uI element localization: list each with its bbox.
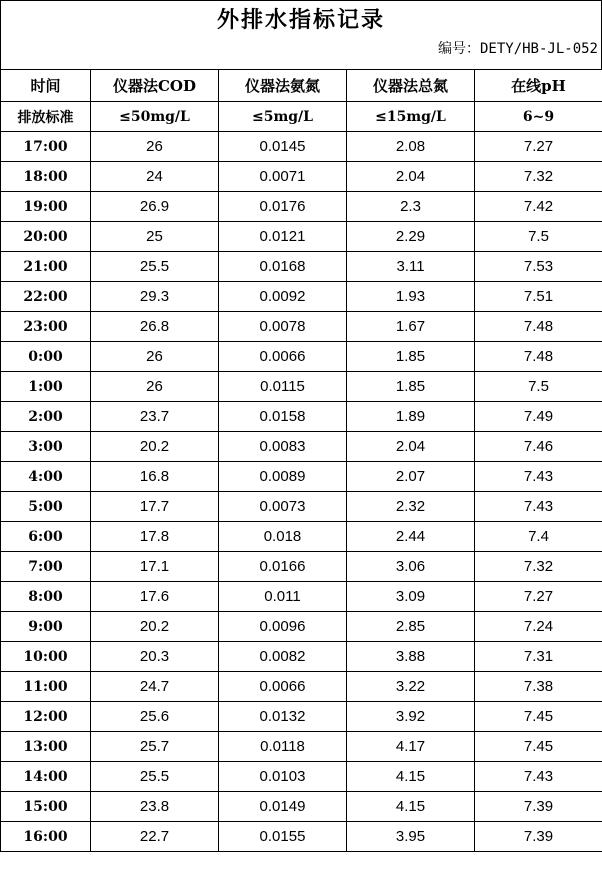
cell-ph: 7.43 xyxy=(475,492,602,522)
cell-ph: 7.43 xyxy=(475,762,602,792)
table-row xyxy=(1,492,602,522)
cell-time: 19:00 xyxy=(1,192,91,222)
standard-cod: ≤50mg/L xyxy=(91,102,219,132)
cell-total-nitrogen: 1.93 xyxy=(347,282,475,312)
cell-ph: 7.46 xyxy=(475,432,602,462)
header-time: 时间 xyxy=(1,70,91,102)
cell-time: 23:00 xyxy=(1,312,91,342)
cell-ph: 7.31 xyxy=(475,642,602,672)
table-row xyxy=(1,582,602,612)
table-row xyxy=(1,822,602,852)
cell-time: 10:00 xyxy=(1,642,91,672)
cell-total-nitrogen: 1.89 xyxy=(347,402,475,432)
cell-ph: 7.45 xyxy=(475,702,602,732)
table-row xyxy=(1,192,602,222)
table-row xyxy=(1,552,602,582)
cell-cod: 17.7 xyxy=(91,492,219,522)
cell-ph: 7.49 xyxy=(475,402,602,432)
cell-cod: 25.5 xyxy=(91,762,219,792)
cell-ammonia-nitrogen: 0.0166 xyxy=(219,552,347,582)
cell-total-nitrogen: 4.17 xyxy=(347,732,475,762)
cell-time: 8:00 xyxy=(1,582,91,612)
table-row xyxy=(1,372,602,402)
cell-ammonia-nitrogen: 0.0155 xyxy=(219,822,347,852)
cell-ammonia-nitrogen: 0.0103 xyxy=(219,762,347,792)
cell-total-nitrogen: 3.22 xyxy=(347,672,475,702)
cell-time: 9:00 xyxy=(1,612,91,642)
cell-cod: 20.3 xyxy=(91,642,219,672)
cell-total-nitrogen: 3.92 xyxy=(347,702,475,732)
cell-ammonia-nitrogen: 0.0082 xyxy=(219,642,347,672)
cell-ammonia-nitrogen: 0.0118 xyxy=(219,732,347,762)
cell-time: 14:00 xyxy=(1,762,91,792)
cell-ph: 7.45 xyxy=(475,732,602,762)
cell-ammonia-nitrogen: 0.0071 xyxy=(219,162,347,192)
cell-cod: 24 xyxy=(91,162,219,192)
table-row xyxy=(1,642,602,672)
cell-time: 3:00 xyxy=(1,432,91,462)
cell-time: 4:00 xyxy=(1,462,91,492)
cell-ammonia-nitrogen: 0.0168 xyxy=(219,252,347,282)
cell-ph: 7.48 xyxy=(475,312,602,342)
standard-total-nitrogen: ≤15mg/L xyxy=(347,102,475,132)
cell-ammonia-nitrogen: 0.0149 xyxy=(219,792,347,822)
cell-total-nitrogen: 2.07 xyxy=(347,462,475,492)
cell-cod: 24.7 xyxy=(91,672,219,702)
cell-ammonia-nitrogen: 0.0096 xyxy=(219,612,347,642)
cell-ph: 7.5 xyxy=(475,222,602,252)
cell-ammonia-nitrogen: 0.0145 xyxy=(219,132,347,162)
cell-ammonia-nitrogen: 0.0092 xyxy=(219,282,347,312)
water-index-table xyxy=(0,69,602,852)
cell-total-nitrogen: 2.04 xyxy=(347,162,475,192)
cell-total-nitrogen: 3.95 xyxy=(347,822,475,852)
cell-ammonia-nitrogen: 0.018 xyxy=(219,522,347,552)
table-row xyxy=(1,282,602,312)
cell-total-nitrogen: 3.09 xyxy=(347,582,475,612)
cell-time: 1:00 xyxy=(1,372,91,402)
cell-time: 6:00 xyxy=(1,522,91,552)
cell-ammonia-nitrogen: 0.0115 xyxy=(219,372,347,402)
cell-cod: 25.5 xyxy=(91,252,219,282)
cell-time: 2:00 xyxy=(1,402,91,432)
table-row xyxy=(1,462,602,492)
header-ph: 在线pH xyxy=(475,70,602,102)
cell-ammonia-nitrogen: 0.0121 xyxy=(219,222,347,252)
header-row xyxy=(1,70,602,102)
table-row xyxy=(1,792,602,822)
cell-ph: 7.39 xyxy=(475,792,602,822)
cell-ammonia-nitrogen: 0.0083 xyxy=(219,432,347,462)
cell-ph: 7.42 xyxy=(475,192,602,222)
cell-ph: 7.43 xyxy=(475,462,602,492)
table-row xyxy=(1,522,602,552)
cell-total-nitrogen: 3.06 xyxy=(347,552,475,582)
cell-ammonia-nitrogen: 0.011 xyxy=(219,582,347,612)
cell-ammonia-nitrogen: 0.0066 xyxy=(219,342,347,372)
cell-cod: 17.6 xyxy=(91,582,219,612)
cell-total-nitrogen: 2.04 xyxy=(347,432,475,462)
cell-time: 22:00 xyxy=(1,282,91,312)
cell-cod: 26 xyxy=(91,372,219,402)
cell-ph: 7.4 xyxy=(475,522,602,552)
cell-ammonia-nitrogen: 0.0066 xyxy=(219,672,347,702)
cell-total-nitrogen: 1.85 xyxy=(347,372,475,402)
cell-ph: 7.5 xyxy=(475,372,602,402)
standard-ammonia-nitrogen: ≤5mg/L xyxy=(219,102,347,132)
cell-cod: 22.7 xyxy=(91,822,219,852)
cell-ammonia-nitrogen: 0.0089 xyxy=(219,462,347,492)
table-row xyxy=(1,342,602,372)
cell-total-nitrogen: 2.32 xyxy=(347,492,475,522)
cell-cod: 20.2 xyxy=(91,612,219,642)
cell-ammonia-nitrogen: 0.0073 xyxy=(219,492,347,522)
cell-time: 18:00 xyxy=(1,162,91,192)
table-row xyxy=(1,432,602,462)
cell-ammonia-nitrogen: 0.0078 xyxy=(219,312,347,342)
document-number: 编号：DETY/HB-JL-052 xyxy=(437,41,598,57)
cell-cod: 25.6 xyxy=(91,702,219,732)
cell-time: 0:00 xyxy=(1,342,91,372)
table-row xyxy=(1,312,602,342)
cell-time: 13:00 xyxy=(1,732,91,762)
cell-cod: 26 xyxy=(91,132,219,162)
cell-cod: 23.7 xyxy=(91,402,219,432)
header-ammonia-nitrogen: 仪器法氨氮 xyxy=(219,70,347,102)
cell-cod: 20.2 xyxy=(91,432,219,462)
cell-cod: 26.8 xyxy=(91,312,219,342)
cell-ph: 7.27 xyxy=(475,132,602,162)
table-row xyxy=(1,732,602,762)
header-cod: 仪器法COD xyxy=(91,70,219,102)
cell-ph: 7.24 xyxy=(475,612,602,642)
cell-ph: 7.39 xyxy=(475,822,602,852)
cell-cod: 17.8 xyxy=(91,522,219,552)
cell-cod: 23.8 xyxy=(91,792,219,822)
cell-total-nitrogen: 1.67 xyxy=(347,312,475,342)
cell-time: 20:00 xyxy=(1,222,91,252)
table-row xyxy=(1,402,602,432)
cell-total-nitrogen: 3.88 xyxy=(347,642,475,672)
table-row xyxy=(1,132,602,162)
cell-time: 16:00 xyxy=(1,822,91,852)
table-row xyxy=(1,612,602,642)
cell-ammonia-nitrogen: 0.0132 xyxy=(219,702,347,732)
table-row xyxy=(1,162,602,192)
cell-total-nitrogen: 2.29 xyxy=(347,222,475,252)
table-row xyxy=(1,672,602,702)
cell-time: 12:00 xyxy=(1,702,91,732)
table-row xyxy=(1,762,602,792)
cell-total-nitrogen: 1.85 xyxy=(347,342,475,372)
cell-ph: 7.53 xyxy=(475,252,602,282)
table-row xyxy=(1,252,602,282)
cell-time: 17:00 xyxy=(1,132,91,162)
cell-cod: 16.8 xyxy=(91,462,219,492)
cell-cod: 26.9 xyxy=(91,192,219,222)
cell-time: 5:00 xyxy=(1,492,91,522)
standard-ph: 6~9 xyxy=(475,102,602,132)
cell-total-nitrogen: 2.3 xyxy=(347,192,475,222)
cell-cod: 25 xyxy=(91,222,219,252)
cell-cod: 26 xyxy=(91,342,219,372)
cell-time: 15:00 xyxy=(1,792,91,822)
cell-ph: 7.38 xyxy=(475,672,602,702)
cell-cod: 17.1 xyxy=(91,552,219,582)
cell-total-nitrogen: 4.15 xyxy=(347,762,475,792)
cell-cod: 29.3 xyxy=(91,282,219,312)
table-row xyxy=(1,702,602,732)
cell-total-nitrogen: 2.08 xyxy=(347,132,475,162)
cell-ph: 7.32 xyxy=(475,552,602,582)
cell-time: 21:00 xyxy=(1,252,91,282)
cell-ammonia-nitrogen: 0.0158 xyxy=(219,402,347,432)
cell-total-nitrogen: 3.11 xyxy=(347,252,475,282)
table-row xyxy=(1,222,602,252)
header-total-nitrogen: 仪器法总氮 xyxy=(347,70,475,102)
cell-ammonia-nitrogen: 0.0176 xyxy=(219,192,347,222)
cell-ph: 7.32 xyxy=(475,162,602,192)
cell-ph: 7.48 xyxy=(475,342,602,372)
standard-row xyxy=(1,102,602,132)
cell-time: 11:00 xyxy=(1,672,91,702)
cell-total-nitrogen: 4.15 xyxy=(347,792,475,822)
cell-ph: 7.27 xyxy=(475,582,602,612)
cell-total-nitrogen: 2.44 xyxy=(347,522,475,552)
standard-label: 排放标准 xyxy=(1,102,91,132)
cell-time: 7:00 xyxy=(1,552,91,582)
cell-total-nitrogen: 2.85 xyxy=(347,612,475,642)
cell-cod: 25.7 xyxy=(91,732,219,762)
page-title: 外排水指标记录 xyxy=(216,7,385,33)
cell-ph: 7.51 xyxy=(475,282,602,312)
